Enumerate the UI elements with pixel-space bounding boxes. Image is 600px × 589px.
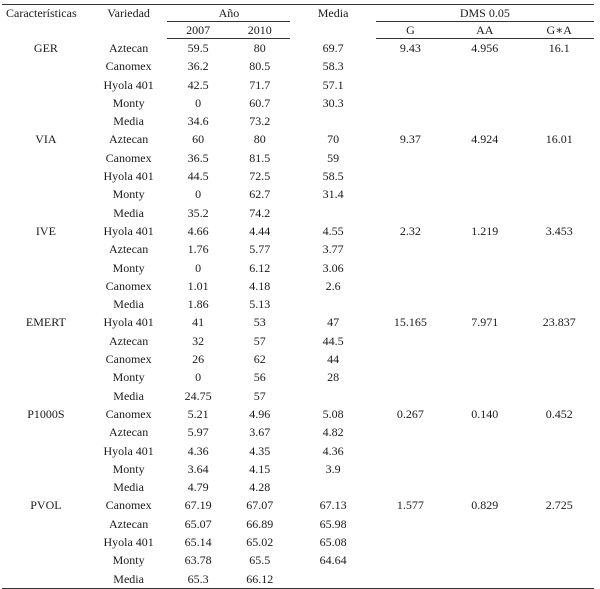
- cell-dms-aa: [445, 94, 524, 112]
- cell-dms-ga: [524, 295, 594, 313]
- cell-dms-g: [376, 204, 445, 222]
- cell-media: 59: [327, 150, 340, 165]
- cell-variedad: Monty: [112, 95, 145, 110]
- cell-media: [290, 204, 375, 222]
- cell-media: 65.98: [319, 516, 347, 531]
- table-row: [2, 405, 594, 423]
- cell-caracteristica: [2, 240, 90, 258]
- table-row: [2, 313, 594, 331]
- cell-media: 2.6: [325, 278, 341, 293]
- cell-media: 58.3: [322, 59, 344, 74]
- header-row-top: [2, 5, 594, 22]
- header-variedad: Variedad: [90, 5, 168, 39]
- cell-2007: 65.3: [167, 570, 229, 589]
- cell-caracteristica: [2, 423, 90, 441]
- cell-media: [290, 112, 375, 130]
- cell-media: 5.08: [322, 406, 344, 421]
- cell-dms-ga: [524, 112, 594, 130]
- cell-2010: 81.5: [249, 150, 271, 165]
- table-row: [2, 39, 594, 58]
- cell-variedad: Monty: [112, 260, 145, 275]
- cell-2007: 5.21: [187, 406, 209, 421]
- cell-2007: 42.5: [187, 77, 209, 92]
- cell-2010: 53: [253, 315, 266, 330]
- cell-dms-aa: [445, 277, 524, 295]
- cell-dms-g: [376, 460, 445, 478]
- cell-dms-g: [376, 149, 445, 167]
- cell-variedad: Hyola 401: [103, 443, 154, 458]
- cell-dms-g: [376, 350, 445, 368]
- cell-media: 69.7: [322, 40, 344, 55]
- cell-2010: 4.44: [249, 223, 271, 238]
- cell-dms-ga: 3.453: [545, 223, 573, 238]
- cell-dms-g: [376, 515, 445, 533]
- cell-variedad: Aztecan: [108, 425, 149, 440]
- cell-2010: 65.5: [249, 553, 271, 568]
- cell-2010: 5.77: [249, 242, 271, 257]
- cell-variedad: Media: [113, 297, 144, 312]
- cell-variedad: Aztecan: [108, 132, 149, 147]
- cell-2010: 80: [253, 132, 266, 147]
- cell-caracteristica: [2, 460, 90, 478]
- table-row: [2, 94, 594, 112]
- cell-media: 65.08: [319, 535, 347, 550]
- cell-2010: 4.18: [249, 278, 271, 293]
- table-row: [2, 222, 594, 240]
- cell-dms-ga: 23.837: [542, 315, 576, 330]
- cell-2007: 4.36: [187, 443, 209, 458]
- cell-dms-g: [376, 387, 445, 405]
- cell-dms-ga: 16.1: [548, 41, 570, 55]
- cell-caracteristica: [2, 295, 90, 313]
- table-row: [2, 240, 594, 258]
- cell-dms-g: [376, 167, 445, 185]
- cell-dms-aa: [445, 515, 524, 533]
- cell-2010: 80: [253, 41, 266, 55]
- table-row: [2, 368, 594, 386]
- table-row: [2, 259, 594, 277]
- cell-caracteristica: [2, 204, 90, 222]
- cell-dms-aa: [445, 387, 524, 405]
- cell-2007: 4.79: [187, 480, 209, 495]
- cell-variedad: Hyola 401: [103, 315, 154, 330]
- cell-caracteristica: [2, 57, 90, 75]
- cell-2007: 44.5: [187, 169, 209, 184]
- cell-2007: 34.6: [187, 114, 209, 129]
- cell-variedad: Aztecan: [108, 516, 149, 531]
- header-dms: DMS 0.05: [376, 5, 594, 22]
- table-body: [2, 39, 594, 589]
- cell-dms-aa: [445, 112, 524, 130]
- cell-dms-g: 15.165: [393, 315, 427, 330]
- cell-2010: 57: [253, 388, 266, 403]
- table-header: [2, 5, 594, 39]
- cell-dms-aa: [445, 240, 524, 258]
- table-row: [2, 295, 594, 313]
- cell-2010: 62: [253, 352, 266, 367]
- cell-dms-g: [376, 551, 445, 569]
- cell-dms-ga: [524, 533, 594, 551]
- table-row: [2, 204, 594, 222]
- table-row: [2, 76, 594, 94]
- cell-variedad: Hyola 401: [103, 535, 154, 550]
- cell-dms-ga: [524, 277, 594, 295]
- cell-2007: 32: [192, 333, 205, 348]
- cell-2010: 4.35: [249, 443, 271, 458]
- cell-dms-g: [376, 423, 445, 441]
- header-2010: 2010: [229, 22, 291, 39]
- cell-2010: 60.7: [249, 95, 271, 110]
- cell-caracteristica: [2, 533, 90, 551]
- cell-dms-aa: [445, 295, 524, 313]
- cell-2007: 59.5: [187, 41, 209, 55]
- cell-variedad: Media: [90, 570, 168, 589]
- cell-2010: 65.02: [246, 535, 274, 550]
- cell-2007: 60: [192, 132, 205, 147]
- cell-dms-ga: [524, 149, 594, 167]
- cell-caracteristica: [2, 551, 90, 569]
- cell-2010: 57: [253, 333, 266, 348]
- cell-dms-g: 0.267: [396, 406, 424, 421]
- table-row: [2, 112, 594, 130]
- table-row: [2, 570, 594, 589]
- cell-2007: 36.5: [187, 150, 209, 165]
- cell-dms-aa: [445, 478, 524, 496]
- cell-dms-ga: [524, 515, 594, 533]
- table-row: [2, 387, 594, 405]
- cell-caracteristica: [2, 94, 90, 112]
- cell-dms-ga: 0.452: [545, 406, 573, 421]
- cell-2007: 4.66: [187, 223, 209, 238]
- cell-dms-ga: [524, 94, 594, 112]
- cell-caracteristica: [2, 259, 90, 277]
- cell-dms-g: [376, 332, 445, 350]
- cell-2010: 4.96: [249, 406, 271, 421]
- cell-dms-g: [376, 533, 445, 551]
- cell-variedad: Canomex: [105, 278, 152, 293]
- cell-variedad: Media: [113, 114, 144, 129]
- table-row: [2, 130, 594, 148]
- cell-2010: 62.7: [249, 187, 271, 202]
- cell-dms-g: [376, 442, 445, 460]
- cell-dms-ga: [524, 460, 594, 478]
- cell-media: 4.55: [322, 223, 344, 238]
- header-2007: 2007: [167, 22, 229, 39]
- cell-2010: 72.5: [249, 169, 271, 184]
- cell-caracteristica: PVOL: [30, 498, 62, 513]
- cell-media: [290, 295, 375, 313]
- cell-dms-ga: [524, 350, 594, 368]
- cell-variedad: Canomex: [105, 498, 152, 513]
- table-row: [2, 533, 594, 551]
- cell-caracteristica: [2, 277, 90, 295]
- cell-dms-ga: [524, 57, 594, 75]
- cell-dms-ga: [524, 204, 594, 222]
- table-row: [2, 515, 594, 533]
- cell-variedad: Canomex: [105, 352, 152, 367]
- cell-variedad: Canomex: [105, 59, 152, 74]
- table-row: [2, 350, 594, 368]
- cell-dms-g: [376, 76, 445, 94]
- cell-2007: 65.14: [184, 535, 212, 550]
- cell-dms-g: [376, 259, 445, 277]
- cell-caracteristica: EMERT: [25, 315, 66, 330]
- cell-caracteristica: GER: [33, 40, 58, 55]
- cell-caracteristica: [2, 112, 90, 130]
- cell-2010: 3.67: [249, 425, 271, 440]
- header-ano: Año: [167, 5, 290, 22]
- cell-media: 31.4: [322, 187, 344, 202]
- cell-dms-g: [376, 185, 445, 203]
- cell-dms-aa: 1.219: [471, 223, 499, 238]
- table-row: [2, 149, 594, 167]
- cell-2007: 63.78: [184, 553, 212, 568]
- cell-variedad: Aztecan: [108, 242, 149, 257]
- cell-variedad: Media: [113, 480, 144, 495]
- table-row: [2, 332, 594, 350]
- table-row: [2, 442, 594, 460]
- cell-media: 3.06: [322, 260, 344, 275]
- cell-dms-aa: [445, 57, 524, 75]
- cell-variedad: Monty: [112, 187, 145, 202]
- cell-media: [290, 570, 375, 589]
- cell-dms-g: 1.577: [396, 498, 424, 513]
- cell-dms-aa: [445, 460, 524, 478]
- cell-dms-ga: [524, 570, 594, 589]
- cell-dms-ga: [524, 423, 594, 441]
- cell-dms-ga: [524, 259, 594, 277]
- cell-media: 57.1: [322, 77, 344, 92]
- cell-dms-aa: 4.924: [471, 132, 499, 147]
- cell-dms-ga: [524, 442, 594, 460]
- cell-dms-aa: [445, 570, 524, 589]
- table-row: [2, 551, 594, 569]
- cell-2010: 74.2: [249, 205, 271, 220]
- cell-dms-ga: [524, 167, 594, 185]
- table-row: [2, 57, 594, 75]
- cell-media: 30.3: [322, 95, 344, 110]
- cell-dms-ga: [524, 368, 594, 386]
- cell-variedad: Aztecan: [108, 40, 149, 55]
- cell-2010: 6.12: [249, 260, 271, 275]
- table-row: [2, 460, 594, 478]
- cell-dms-ga: [524, 332, 594, 350]
- cell-media: [290, 387, 375, 405]
- cell-media: 44.5: [322, 333, 344, 348]
- cell-2007: 35.2: [187, 205, 209, 220]
- cell-dms-g: [376, 295, 445, 313]
- cell-media: 67.13: [319, 498, 347, 513]
- cell-2010: 71.7: [249, 77, 271, 92]
- cell-dms-ga: [524, 478, 594, 496]
- cell-variedad: Media: [113, 205, 144, 220]
- cell-2007: 67.19: [184, 498, 212, 513]
- cell-dms-g: [376, 368, 445, 386]
- cell-2010: 4.15: [249, 461, 271, 476]
- cell-variedad: Aztecan: [108, 333, 149, 348]
- cell-variedad: Hyola 401: [103, 77, 154, 92]
- cell-dms-ga: [524, 551, 594, 569]
- header-ga: G∗A: [524, 22, 594, 39]
- cell-2010: 73.2: [249, 114, 271, 129]
- cell-caracteristica: [2, 387, 90, 405]
- cell-variedad: Monty: [112, 461, 145, 476]
- cell-dms-ga: [524, 240, 594, 258]
- header-g: G: [376, 22, 445, 39]
- cell-2007: 26: [192, 352, 205, 367]
- cell-dms-g: [376, 57, 445, 75]
- cell-dms-aa: [445, 259, 524, 277]
- cell-media: 44: [327, 352, 340, 367]
- cell-caracteristica: P1000S: [27, 406, 65, 421]
- table-row: [2, 277, 594, 295]
- cell-variedad: Media: [113, 388, 144, 403]
- cell-media: 64.64: [319, 553, 347, 568]
- cell-dms-aa: [445, 533, 524, 551]
- cell-2007: 36.2: [187, 59, 209, 74]
- cell-2007: 0: [195, 95, 202, 110]
- cell-variedad: Canomex: [105, 406, 152, 421]
- cell-dms-ga: [524, 76, 594, 94]
- cell-caracteristica: [2, 478, 90, 496]
- cell-dms-aa: [445, 350, 524, 368]
- cell-variedad: Canomex: [105, 150, 152, 165]
- cell-caracteristica: IVE: [35, 223, 56, 238]
- header-media: Media: [290, 5, 375, 39]
- cell-2010: 67.07: [246, 498, 274, 513]
- cell-caracteristica: [2, 185, 90, 203]
- cell-caracteristica: [2, 368, 90, 386]
- cell-variedad: Monty: [112, 553, 145, 568]
- cell-dms-aa: [445, 149, 524, 167]
- cell-dms-aa: [445, 423, 524, 441]
- cell-dms-g: [376, 94, 445, 112]
- cell-2007: 1.76: [187, 242, 209, 257]
- cell-2010: 66.12: [229, 570, 291, 589]
- cell-2007: 1.01: [187, 278, 209, 293]
- cell-media: 4.82: [322, 425, 344, 440]
- cell-dms-aa: [445, 368, 524, 386]
- table-row: [2, 167, 594, 185]
- cell-dms-ga: 16.01: [545, 132, 573, 147]
- cell-media: 58.5: [322, 169, 344, 184]
- cell-variedad: Hyola 401: [103, 169, 154, 184]
- cell-2007: 0: [195, 260, 202, 275]
- cell-dms-g: [376, 570, 445, 589]
- table-row: [2, 496, 594, 514]
- cell-2007: 0: [195, 370, 202, 385]
- cell-media: 3.9: [325, 461, 341, 476]
- cell-dms-aa: 0.829: [471, 498, 499, 513]
- cell-2007: 0: [195, 187, 202, 202]
- cell-2007: 5.97: [187, 425, 209, 440]
- table-row: [2, 185, 594, 203]
- table-row: [2, 423, 594, 441]
- cell-dms-aa: 0.140: [471, 406, 499, 421]
- cell-2007: 3.64: [187, 461, 209, 476]
- header-caracteristicas: Características: [2, 5, 90, 39]
- cell-caracteristica: [2, 76, 90, 94]
- cell-dms-aa: [445, 76, 524, 94]
- cell-dms-aa: 4.956: [471, 41, 499, 55]
- cell-caracteristica: [2, 332, 90, 350]
- cell-dms-aa: [445, 332, 524, 350]
- cell-media: 28: [327, 370, 340, 385]
- cell-dms-aa: 7.971: [471, 315, 499, 330]
- cell-dms-ga: [524, 185, 594, 203]
- cell-dms-aa: [445, 185, 524, 203]
- cell-caracteristica: [2, 442, 90, 460]
- cell-dms-aa: [445, 204, 524, 222]
- cell-media: 4.36: [322, 443, 344, 458]
- cell-dms-aa: [445, 551, 524, 569]
- cell-media: 47: [327, 315, 340, 330]
- cell-2007: 24.75: [184, 388, 212, 403]
- cell-variedad: Monty: [112, 370, 145, 385]
- cell-dms-ga: [524, 387, 594, 405]
- cell-caracteristica: VIA: [35, 132, 57, 147]
- cell-dms-g: [376, 240, 445, 258]
- cell-variedad: Hyola 401: [103, 223, 154, 238]
- cell-2007: 41: [192, 315, 205, 330]
- cell-2010: 5.13: [249, 297, 271, 312]
- cell-dms-g: [376, 277, 445, 295]
- cell-2007: 65.07: [184, 516, 212, 531]
- cell-2010: 66.89: [246, 516, 274, 531]
- cell-2007: 1.86: [187, 297, 209, 312]
- cell-dms-g: [376, 478, 445, 496]
- cell-dms-aa: [445, 167, 524, 185]
- cell-dms-g: 9.37: [399, 132, 421, 147]
- cell-media: 70: [327, 132, 340, 147]
- cell-media: [290, 478, 375, 496]
- cell-caracteristica: [2, 570, 90, 589]
- cell-caracteristica: [2, 515, 90, 533]
- cell-dms-g: 9.43: [399, 41, 421, 55]
- header-aa: AA: [445, 22, 524, 39]
- cell-2010: 56: [253, 370, 266, 385]
- cell-dms-ga: 2.725: [545, 498, 573, 513]
- cell-media: 3.77: [322, 242, 344, 257]
- results-table: [2, 4, 594, 589]
- cell-dms-g: [376, 112, 445, 130]
- table-row: [2, 478, 594, 496]
- cell-caracteristica: [2, 350, 90, 368]
- cell-dms-aa: [445, 442, 524, 460]
- cell-caracteristica: [2, 167, 90, 185]
- cell-2010: 4.28: [249, 480, 271, 495]
- cell-caracteristica: [2, 149, 90, 167]
- cell-2010: 80.5: [249, 59, 271, 74]
- cell-dms-g: 2.32: [399, 223, 421, 238]
